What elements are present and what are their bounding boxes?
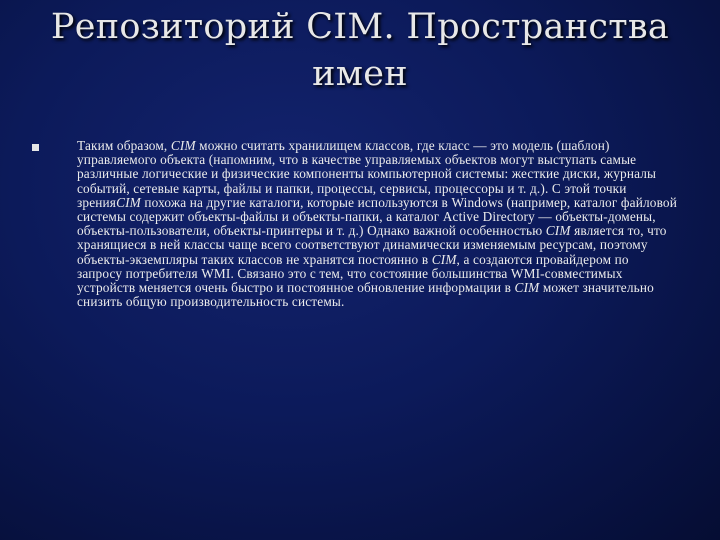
bullet-text-italic-term: CIM (116, 194, 141, 210)
bullet-text-run: Таким образом, (77, 138, 171, 153)
bullet-text-italic-term: CIM (545, 223, 571, 239)
bullet-text-run: похожа на другие каталоги, которые используются в Windows (например, каталог файловой системы содержит объекты-файлы и объекты-папки, а каталог Active Directory — объекты-домены, объекты-пользователи, объекты-принтеры и т. д.) Однако важной особенностью (77, 194, 677, 239)
bullet-item (32, 139, 682, 309)
bullet-text-run: является то, что хранящиеся в ней классы чаще всего соответствуют динамически изменяемым ресурсам, поэтому объекты-экземпляры таких классов не хранятся постоянно в (77, 223, 667, 267)
bullet-text-run: можно считать хранилищем классов, где класс — это модель (шаблон) управляемого объекта (напомним, что в качестве управляемых объектов могут выступать самые различные логические и физические компоненты компьютерной системы: жесткие диски, журналы событий, сетевые карты, файлы и папки, процессы, сервисы, процессоры и т. д.). С этой точки зрения (77, 138, 657, 210)
bullet-text-italic-term: CIM (514, 280, 540, 296)
bullet-text-run: , а создаются провайдером по запросу потребителя WMI. Связано это с тем, что состояние большинства WMI-совместимых устройств меняется очень быстро и постоянное обновление информации в (77, 251, 629, 296)
title-line-2: имен (312, 54, 408, 94)
bullet-text-italic-term: CIM (431, 251, 457, 267)
bullet-text-run: может значительно снизить общую производительность системы. (77, 280, 654, 310)
title-line-1: Репозиторий CIM. Пространства (50, 7, 670, 47)
bullet-text (77, 139, 677, 309)
bullet-text-italic-term: CIM (170, 138, 196, 153)
square-bullet-icon (32, 144, 39, 151)
bullet-list (32, 139, 682, 309)
slide-title (40, 4, 680, 98)
